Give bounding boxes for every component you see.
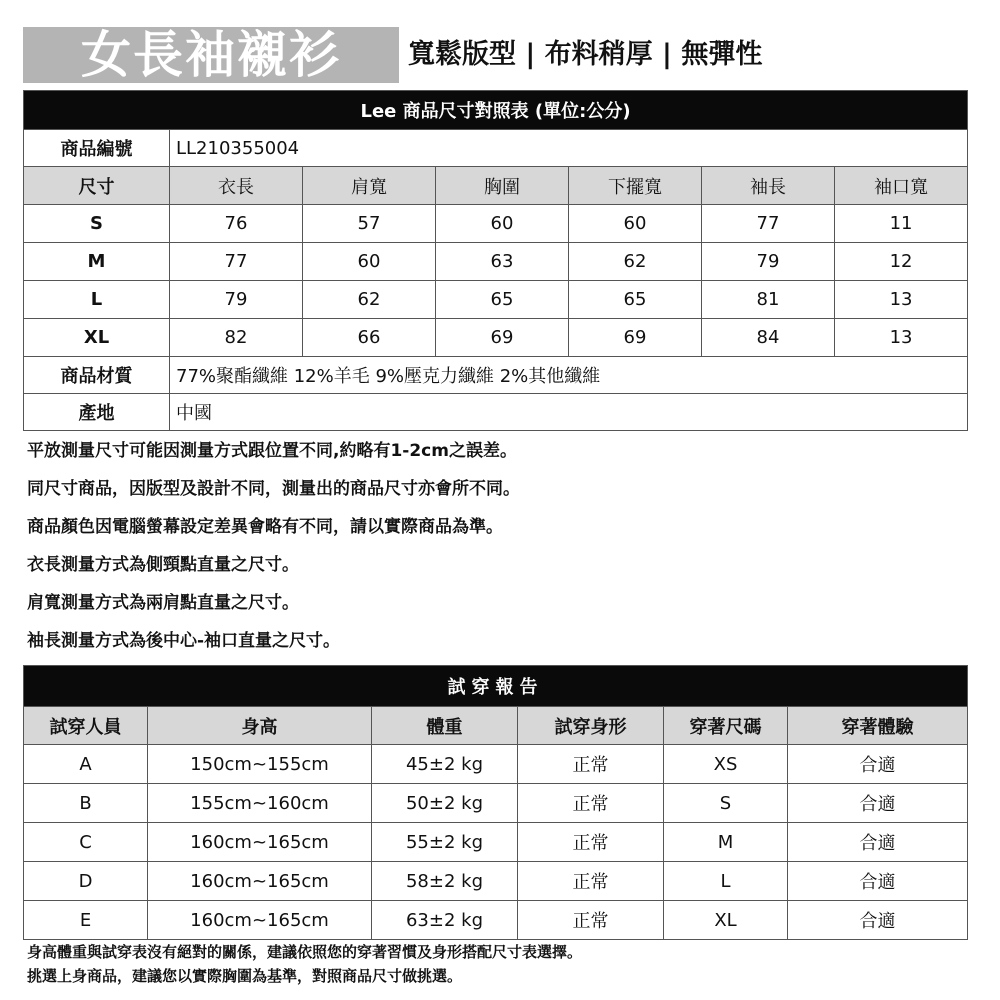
table-cell: 12 [835,243,968,281]
table-cell: 155cm~160cm [148,784,372,823]
table-cell: 79 [170,281,303,319]
note-line: 肩寬測量方式為兩肩點直量之尺寸。 [27,593,299,613]
measurement-notes [27,432,967,660]
footer-notes [27,940,972,988]
table-cell: L [24,281,170,319]
table-cell: 160cm~165cm [148,862,372,901]
size-chart-heading: Lee 商品尺寸對照表 (單位:公分) [24,91,968,130]
note-line: 同尺寸商品，因版型及設計不同，測量出的商品尺寸亦會所不同。 [27,479,520,499]
product-title: 女長袖襯衫 [23,27,399,83]
table-cell: 合適 [788,784,968,823]
table-row [24,319,968,357]
table-row [24,745,968,784]
table-row [24,205,968,243]
table-row [24,281,968,319]
table-cell: 13 [835,319,968,357]
table-cell: 45±2 kg [372,745,518,784]
column-header: 下擺寬 [569,167,702,205]
table-row [24,862,968,901]
table-cell: 77 [170,243,303,281]
table-row [24,901,968,940]
table-cell: 62 [569,243,702,281]
table-cell: 60 [436,205,569,243]
table-cell: 66 [303,319,436,357]
note-line: 商品顏色因電腦螢幕設定差異會略有不同，請以實際商品為準。 [27,517,503,537]
table-cell: 84 [702,319,835,357]
column-header: 袖長 [702,167,835,205]
table-cell: 11 [835,205,968,243]
size-chart-table [23,90,968,431]
table-cell: E [24,901,148,940]
table-cell: C [24,823,148,862]
table-cell: 62 [303,281,436,319]
table-cell: S [664,784,788,823]
table-cell: 正常 [518,784,664,823]
table-cell: 160cm~165cm [148,823,372,862]
table-cell: 81 [702,281,835,319]
table-cell: 50±2 kg [372,784,518,823]
table-cell: XL [24,319,170,357]
table-cell: 正常 [518,862,664,901]
table-cell: XL [664,901,788,940]
table-row [24,243,968,281]
table-cell: 正常 [518,901,664,940]
fit-report-table [23,665,968,940]
column-header: 尺寸 [24,167,170,205]
column-header: 穿著尺碼 [664,707,788,745]
product-code-label: 商品編號 [24,130,170,167]
origin-label: 產地 [24,394,170,431]
material-value: 77%聚酯纖維 12%羊毛 9%壓克力纖維 2%其他纖維 [170,357,968,394]
table-cell: 60 [303,243,436,281]
table-cell: 65 [436,281,569,319]
origin-value: 中國 [170,394,968,431]
table-cell: 13 [835,281,968,319]
fit-report-header-row [24,707,968,745]
table-cell: 82 [170,319,303,357]
table-cell: 63±2 kg [372,901,518,940]
table-cell: 69 [569,319,702,357]
table-cell: 77 [702,205,835,243]
table-cell: B [24,784,148,823]
table-cell: 合適 [788,745,968,784]
fit-report-heading: 試穿報告 [24,666,968,707]
column-header: 肩寬 [303,167,436,205]
table-cell: 65 [569,281,702,319]
table-cell: S [24,205,170,243]
table-cell: 正常 [518,823,664,862]
column-header: 袖口寬 [835,167,968,205]
table-cell: XS [664,745,788,784]
table-cell: 55±2 kg [372,823,518,862]
table-cell: 160cm~165cm [148,901,372,940]
column-header: 體重 [372,707,518,745]
size-chart-header-row [24,167,968,205]
table-cell: 57 [303,205,436,243]
column-header: 試穿人員 [24,707,148,745]
table-cell: 79 [702,243,835,281]
column-header: 胸圍 [436,167,569,205]
column-header: 試穿身形 [518,707,664,745]
table-cell: M [24,243,170,281]
table-cell: L [664,862,788,901]
column-header: 身高 [148,707,372,745]
material-label: 商品材質 [24,357,170,394]
footer-line: 挑選上身商品，建議您以實際胸圍為基準，對照商品尺寸做挑選。 [27,967,463,985]
table-cell: 合適 [788,823,968,862]
table-cell: D [24,862,148,901]
product-code: LL210355004 [170,130,968,167]
table-cell: 58±2 kg [372,862,518,901]
table-cell: M [664,823,788,862]
table-cell: 69 [436,319,569,357]
table-cell: 63 [436,243,569,281]
footer-line: 身高體重與試穿表沒有絕對的關係，建議依照您的穿著習慣及身形搭配尺寸表選擇。 [27,943,583,961]
product-subtitle: 寬鬆版型 | 布料稍厚 | 無彈性 [408,39,763,70]
column-header: 衣長 [170,167,303,205]
column-header: 穿著體驗 [788,707,968,745]
table-row [24,784,968,823]
note-line: 平放測量尺寸可能因測量方式跟位置不同,約略有1-2cm之誤差。 [27,441,517,461]
table-cell: 60 [569,205,702,243]
table-row [24,823,968,862]
table-cell: 正常 [518,745,664,784]
note-line: 袖長測量方式為後中心-袖口直量之尺寸。 [27,631,341,651]
table-cell: 合適 [788,862,968,901]
table-cell: 76 [170,205,303,243]
note-line: 衣長測量方式為側頸點直量之尺寸。 [27,555,299,575]
table-cell: 150cm~155cm [148,745,372,784]
table-cell: 合適 [788,901,968,940]
table-cell: A [24,745,148,784]
